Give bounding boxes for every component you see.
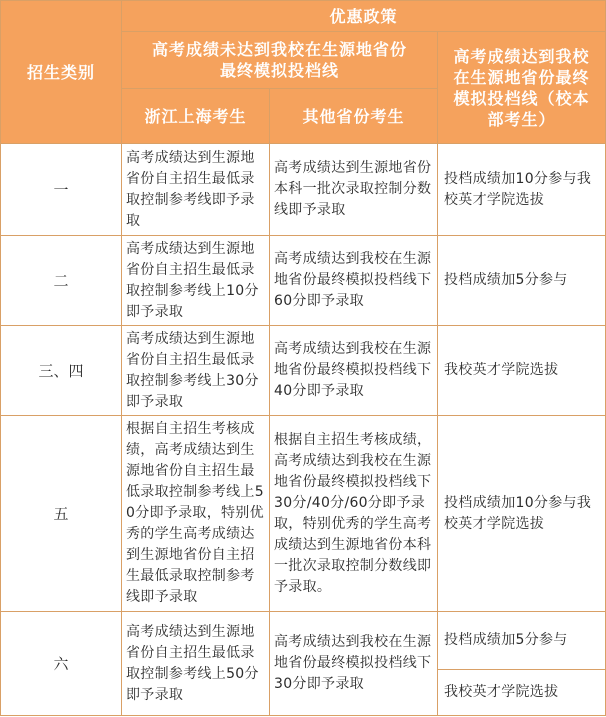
cell-other-provinces: 高考成绩达到我校在生源地省份最终模拟投档线下30分即予录取: [270, 612, 438, 716]
header-zhejiang-shanghai: 浙江上海考生: [122, 89, 270, 144]
cell-reached: 我校英才学院选拔: [438, 326, 606, 416]
cell-reached: 投档成绩加5分参与: [438, 612, 606, 670]
table-row: [1, 612, 606, 670]
row-category: 五: [1, 416, 122, 612]
row-category: 二: [1, 236, 122, 326]
header-other-provinces: 其他省份考生: [270, 89, 438, 144]
row-category: 三、四: [1, 326, 122, 416]
table-row: [1, 144, 606, 236]
table-row: [1, 416, 606, 612]
cell-zhejiang-shanghai: 高考成绩达到生源地省份自主招生最低录取控制参考线上10分即予录取: [122, 236, 270, 326]
table-row: [1, 326, 606, 416]
header-policy: 优惠政策: [122, 1, 606, 32]
header-row-1: [1, 1, 606, 32]
cell-reached: 我校英才学院选拔: [438, 670, 606, 716]
cell-zhejiang-shanghai: 根据自主招生考核成绩，高考成绩达到生源地省份自主招生最低录取控制参考线上50分即予录取，特别优秀的学生高考成绩达到生源地省份自主招生最低录取控制参考线即予录取: [122, 416, 270, 612]
cell-reached: 投档成绩加5分参与: [438, 236, 606, 326]
header-not-reached: 高考成绩未达到我校在生源地省份最终模拟投档线: [122, 32, 438, 89]
cell-zhejiang-shanghai: 高考成绩达到生源地省份自主招生最低录取控制参考线上30分即予录取: [122, 326, 270, 416]
row-category: 六: [1, 612, 122, 716]
cell-reached: 投档成绩加10分参与我校英才学院选拔: [438, 144, 606, 236]
cell-zhejiang-shanghai: 高考成绩达到生源地省份自主招生最低录取控制参考线即予录取: [122, 144, 270, 236]
header-category: 招生类别: [1, 1, 122, 144]
cell-other-provinces: 根据自主招生考核成绩，高考成绩达到我校在生源地省份最终模拟投档线下30分/40分/60分即予录取，特别优秀的学生高考成绩达到生源地省份本科一批次录取控制分数线即予录取。: [270, 416, 438, 612]
row-category: 一: [1, 144, 122, 236]
cell-other-provinces: 高考成绩达到我校在生源地省份最终模拟投档线下40分即予录取: [270, 326, 438, 416]
cell-reached: 投档成绩加10分参与我校英才学院选拔: [438, 416, 606, 612]
cell-other-provinces: 高考成绩达到生源地省份本科一批次录取控制分数线即予录取: [270, 144, 438, 236]
table-row: [1, 236, 606, 326]
header-reached: 高考成绩达到我校在生源地省份最终模拟投档线（校本部考生）: [438, 32, 606, 144]
cell-other-provinces: 高考成绩达到我校在生源地省份最终模拟投档线下60分即予录取: [270, 236, 438, 326]
cell-zhejiang-shanghai: 高考成绩达到生源地省份自主招生最低录取控制参考线上50分即予录取: [122, 612, 270, 716]
